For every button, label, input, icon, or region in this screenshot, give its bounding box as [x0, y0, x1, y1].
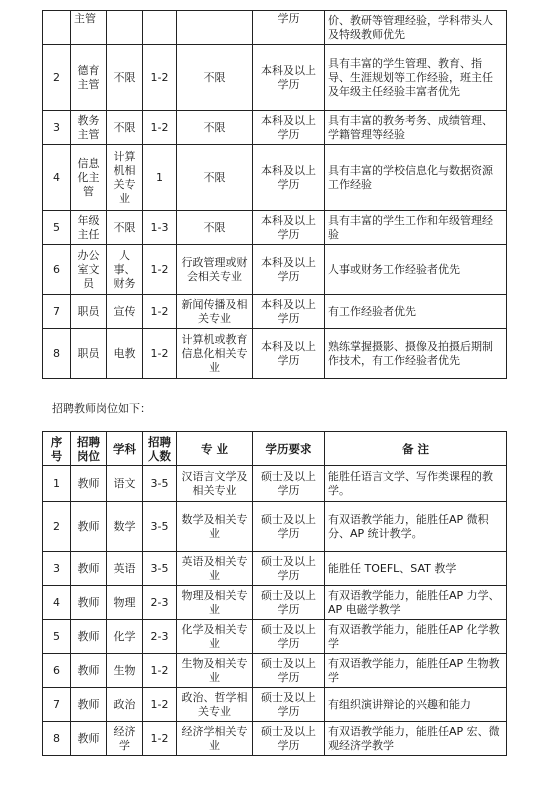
- cell-no: 2: [43, 502, 71, 552]
- header-edu: 学历要求: [253, 432, 325, 466]
- cell-post: 信息化主管: [71, 145, 107, 211]
- cell-no: 6: [43, 654, 71, 688]
- table-row: [43, 502, 507, 552]
- cell-subject: 数学: [107, 502, 143, 552]
- cell-post: 主管: [71, 11, 107, 45]
- table-row: [43, 620, 507, 654]
- cell-no: 1: [43, 466, 71, 502]
- cell-no: 4: [43, 586, 71, 620]
- table-row: [43, 722, 507, 756]
- table-row: [43, 295, 507, 329]
- cell-field: 生物及相关专业: [177, 654, 253, 688]
- cell-count: 1-2: [143, 329, 177, 379]
- cell-edu: 学历: [253, 11, 325, 45]
- cell-note: 熟练掌握摄影、摄像及拍摄后期制作技术，有工作经验者优先: [325, 329, 507, 379]
- cell-field: 化学及相关专业: [177, 620, 253, 654]
- cell-major: 不限: [107, 45, 143, 111]
- cell-major: 人事、财务: [107, 245, 143, 295]
- cell-field: 不限: [177, 211, 253, 245]
- cell-subject: 化学: [107, 620, 143, 654]
- table-row: [43, 466, 507, 502]
- cell-note: 能胜任 TOEFL、SAT 教学: [325, 552, 507, 586]
- cell-no: 7: [43, 688, 71, 722]
- cell-field: 新闻传播及相关专业: [177, 295, 253, 329]
- cell-subject: 政治: [107, 688, 143, 722]
- cell-edu: 本科及以上学历: [253, 245, 325, 295]
- cell-count: 1-2: [143, 722, 177, 756]
- cell-note: 有组织演讲辩论的兴趣和能力: [325, 688, 507, 722]
- cell-count: 1-2: [143, 654, 177, 688]
- cell-note: 人事或财务工作经验者优先: [325, 245, 507, 295]
- cell-edu: 硕士及以上学历: [253, 620, 325, 654]
- cell-field: 经济学相关专业: [177, 722, 253, 756]
- cell-note: 具有丰富的学校信息化与数据资源工作经验: [325, 145, 507, 211]
- table-row: [43, 654, 507, 688]
- cell-edu: 本科及以上学历: [253, 295, 325, 329]
- table-row: [43, 11, 507, 45]
- cell-edu: 硕士及以上学历: [253, 466, 325, 502]
- cell-post: 德育主管: [71, 45, 107, 111]
- cell-post: 教师: [71, 552, 107, 586]
- cell-subject: 生物: [107, 654, 143, 688]
- cell-count: 1-2: [143, 295, 177, 329]
- cell-major: 不限: [107, 111, 143, 145]
- staff-positions-table: [42, 10, 507, 379]
- cell-count: 1-2: [143, 111, 177, 145]
- cell-no: 5: [43, 211, 71, 245]
- cell-no: 4: [43, 145, 71, 211]
- cell-field: 不限: [177, 45, 253, 111]
- cell-post: 办公室文员: [71, 245, 107, 295]
- cell-edu: 硕士及以上学历: [253, 654, 325, 688]
- cell-no: 5: [43, 620, 71, 654]
- cell-no: [43, 11, 71, 45]
- cell-note: 有工作经验者优先: [325, 295, 507, 329]
- cell-major: 电教: [107, 329, 143, 379]
- cell-edu: 本科及以上学历: [253, 329, 325, 379]
- cell-edu: 硕士及以上学历: [253, 688, 325, 722]
- cell-count: 1-2: [143, 688, 177, 722]
- cell-post: 教师: [71, 688, 107, 722]
- cell-edu: 硕士及以上学历: [253, 722, 325, 756]
- cell-post: 年级主任: [71, 211, 107, 245]
- cell-count: 3-5: [143, 552, 177, 586]
- cell-edu: 硕士及以上学历: [253, 502, 325, 552]
- cell-field: 不限: [177, 111, 253, 145]
- cell-no: 8: [43, 722, 71, 756]
- header-subject: 学科: [107, 432, 143, 466]
- cell-field: 英语及相关专业: [177, 552, 253, 586]
- cell-edu: 本科及以上学历: [253, 45, 325, 111]
- cell-edu: 本科及以上学历: [253, 145, 325, 211]
- cell-subject: 物理: [107, 586, 143, 620]
- cell-major: 计算机相关专业: [107, 145, 143, 211]
- table-row: [43, 329, 507, 379]
- cell-no: 3: [43, 552, 71, 586]
- cell-post: 职员: [71, 295, 107, 329]
- cell-note: 有双语教学能力，能胜任AP 力学、AP 电磁学教学: [325, 586, 507, 620]
- cell-note: 具有丰富的学生管理、教育、指导、生涯规划等工作经验，班主任及年级主任经验丰富者优先: [325, 45, 507, 111]
- cell-note: 价、教研等管理经验，学科带头人及特级教师优先: [325, 11, 507, 45]
- cell-no: 8: [43, 329, 71, 379]
- table-row: [43, 211, 507, 245]
- table-row: [43, 111, 507, 145]
- header-no: 序号: [43, 432, 71, 466]
- cell-count: 1: [143, 145, 177, 211]
- cell-post: 教务主管: [71, 111, 107, 145]
- cell-post: 教师: [71, 466, 107, 502]
- table-row: [43, 688, 507, 722]
- header-field: 专 业: [177, 432, 253, 466]
- cell-count: 1-3: [143, 211, 177, 245]
- cell-count: [143, 11, 177, 45]
- cell-post: 教师: [71, 654, 107, 688]
- cell-no: 2: [43, 45, 71, 111]
- cell-no: 7: [43, 295, 71, 329]
- cell-field: 不限: [177, 145, 253, 211]
- cell-count: 1-2: [143, 245, 177, 295]
- cell-edu: 本科及以上学历: [253, 211, 325, 245]
- cell-note: 能胜任语言文学、写作类课程的教学。: [325, 466, 507, 502]
- cell-no: 6: [43, 245, 71, 295]
- cell-note: 有双语教学能力，能胜任AP 微积分、AP 统计教学。: [325, 502, 507, 552]
- cell-no: 3: [43, 111, 71, 145]
- cell-subject: 经济学: [107, 722, 143, 756]
- cell-count: 2-3: [143, 586, 177, 620]
- header-note: 备 注: [325, 432, 507, 466]
- cell-post: 职员: [71, 329, 107, 379]
- cell-count: 1-2: [143, 45, 177, 111]
- cell-count: 3-5: [143, 466, 177, 502]
- cell-count: 3-5: [143, 502, 177, 552]
- cell-note: 具有丰富的教务考务、成绩管理、学籍管理等经验: [325, 111, 507, 145]
- cell-major: 宣传: [107, 295, 143, 329]
- cell-field: 数学及相关专业: [177, 502, 253, 552]
- cell-field: 物理及相关专业: [177, 586, 253, 620]
- cell-post: 教师: [71, 722, 107, 756]
- teacher-positions-caption: 招聘教师岗位如下：: [52, 402, 151, 415]
- table-row: [43, 145, 507, 211]
- table-row: [43, 586, 507, 620]
- cell-note: 有双语教学能力，能胜任AP 宏、微观经济学教学: [325, 722, 507, 756]
- cell-count: 2-3: [143, 620, 177, 654]
- cell-post: 教师: [71, 620, 107, 654]
- header-count: 招聘人数: [143, 432, 177, 466]
- teacher-positions-table: [42, 431, 507, 756]
- table-row: [43, 245, 507, 295]
- header-post: 招聘岗位: [71, 432, 107, 466]
- cell-field: [177, 11, 253, 45]
- table-header-row: [43, 432, 507, 466]
- cell-edu: 本科及以上学历: [253, 111, 325, 145]
- cell-post: 教师: [71, 586, 107, 620]
- cell-edu: 硕士及以上学历: [253, 552, 325, 586]
- cell-subject: 英语: [107, 552, 143, 586]
- cell-subject: 语文: [107, 466, 143, 502]
- cell-major: 不限: [107, 211, 143, 245]
- table-row: [43, 552, 507, 586]
- cell-field: 行政管理或财会相关专业: [177, 245, 253, 295]
- cell-edu: 硕士及以上学历: [253, 586, 325, 620]
- cell-post: 教师: [71, 502, 107, 552]
- table-row: [43, 45, 507, 111]
- cell-note: 有双语教学能力，能胜任AP 生物教学: [325, 654, 507, 688]
- cell-major: [107, 11, 143, 45]
- cell-note: 有双语教学能力，能胜任AP 化学教学: [325, 620, 507, 654]
- cell-field: 政治、哲学相关专业: [177, 688, 253, 722]
- cell-note: 具有丰富的学生工作和年级管理经验: [325, 211, 507, 245]
- cell-field: 汉语言文学及相关专业: [177, 466, 253, 502]
- cell-field: 计算机或教育信息化相关专业: [177, 329, 253, 379]
